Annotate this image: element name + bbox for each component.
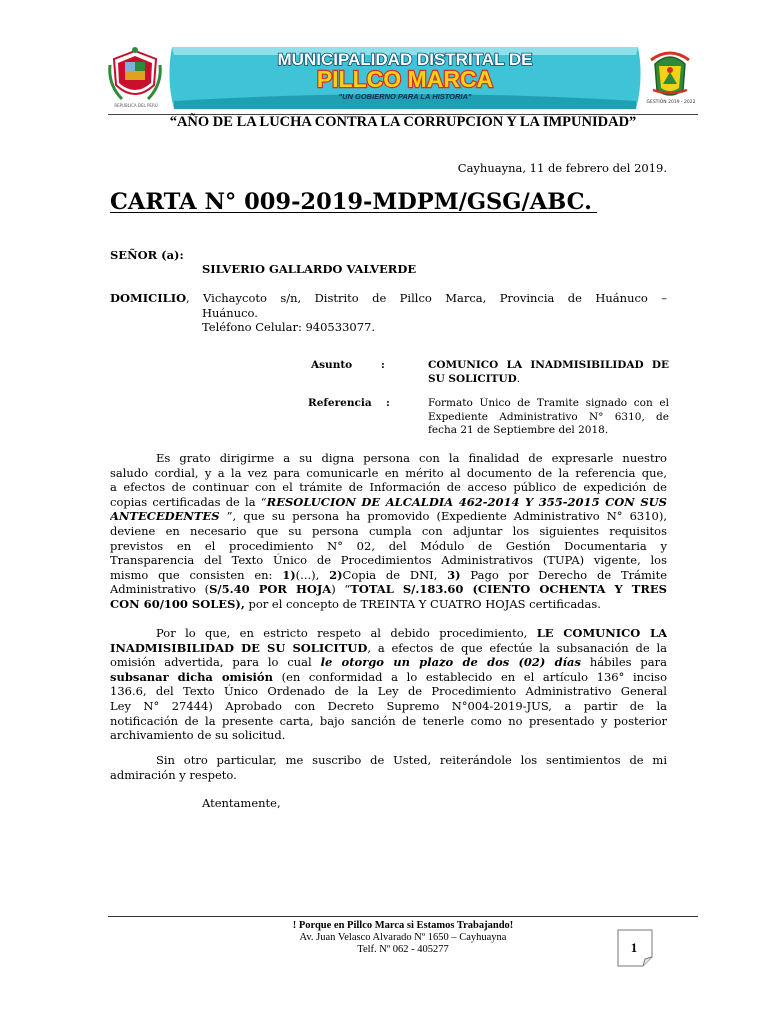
p2-line [110, 626, 667, 641]
p1-req-1: 1) [282, 567, 296, 582]
asunto-line-2-rest: . [516, 372, 521, 385]
asunto-line-2-bold: SU SOLICITUD [428, 372, 517, 385]
p1-line: saludo cordial, y a la vez para comunicarle en mérito al documento de la referencia que, [110, 465, 667, 480]
p1-line [110, 568, 667, 583]
domicilio-label: DOMICILIO [110, 291, 187, 305]
referencia-value [428, 397, 669, 438]
p1-line: previstos en el procedimiento N° 02, del Módulo de Gestión Documentaria y [110, 538, 667, 553]
p2-line: 136.6, del Texto Único Ordenado de la Ley de Procedimiento Administrativo General [110, 684, 667, 699]
referencia-label: Referencia [308, 397, 372, 409]
p1-l10-mid: ) “ [331, 582, 351, 597]
p1-l9-mid2: Copia de DNI, [342, 567, 448, 582]
p2-line: notificación de la presente carta, bajo sanción de tenerle como no presentado y posterior [110, 713, 667, 728]
footer-slogan: ! Porque en Pillco Marca si Estamos Trabajando! [292, 920, 514, 931]
asunto-label: Asunto [311, 359, 353, 371]
p1-line [110, 597, 667, 612]
page-number-box [617, 929, 653, 967]
salutation: SEÑOR (a): [110, 248, 184, 262]
p2-line [110, 655, 667, 670]
p3-line: Sin otro particular, me suscribo de Usted, reiterándole los sentimientos de mi [156, 753, 667, 767]
p1-req-3: 3) [447, 567, 461, 582]
p1-l4-pre: copias certificadas de la “ [110, 494, 267, 509]
referencia-line-1: Formato Único de Tramite signado con el [428, 397, 669, 409]
p1-l5-rest: ”, que su persona ha promovido (Expediente Administrativo N° 6310), [219, 509, 667, 524]
footer-divider [108, 916, 698, 917]
p1-total: TOTAL S/.183.60 (CIENTO OCHENTA Y TRES [350, 582, 667, 597]
asunto-line-1: COMUNICO LA INADMISIBILIDAD DE [428, 359, 669, 371]
p1-l10-pre: Administrativo ( [110, 582, 210, 597]
asunto-colon: : [381, 359, 385, 371]
referencia-colon: : [386, 397, 390, 409]
p2-subsanar: subsanar dicha omisión [110, 669, 273, 684]
domicilio-address [186, 291, 667, 335]
p3-line: admiración y respeto. [110, 767, 237, 782]
p2-l3-rest: hábiles para [580, 655, 667, 670]
p1-resolution-ref: RESOLUCION DE ALCALDIA 462-2014 Y 355-2015 CON SUS [266, 494, 667, 509]
pillco-marca-crest [647, 44, 693, 102]
p1-line: Es grato dirigirme a su digna persona con la finalidad de expresarle nuestro [156, 451, 667, 465]
p1-line [110, 582, 667, 597]
body-paragraph-3 [110, 753, 667, 782]
domicilio-line-2: Huánuco. [202, 305, 258, 320]
p1-line [110, 509, 667, 524]
p1-total-words: CON 60/100 SOLES), [110, 596, 245, 611]
asunto-value [428, 359, 669, 386]
banner-title-line2: PILLCO MARCA [316, 66, 494, 92]
p1-l9-rest: Pago por Derecho de Trámite [460, 567, 667, 582]
page-number: 1 [630, 940, 638, 955]
p1-l9-pre: mismo que consisten en: [110, 567, 283, 582]
p2-deadline: le otorgo un plazo de dos (02) días [320, 655, 581, 670]
p2-l1-bold: LE COMUNICO LA [536, 626, 667, 640]
letter-title: CARTA N° 009-2019-MDPM/GSG/ABC. [110, 189, 624, 215]
seal-caption: REPUBLICA DEL PERÚ [114, 103, 158, 108]
banner-title-line1: MUNICIPALIDAD DISTRITAL DE [277, 50, 533, 69]
p2-l2-rest: , a efectos de que efectúe la subsanación de la [367, 640, 667, 655]
addressee-name: SILVERIO GALLARDO VALVERDE [202, 262, 417, 276]
p2-l1-pre: Por lo que, en estricto respeto al debido procedimiento, [156, 626, 537, 640]
crest-caption: GESTIÓN 2019 - 2022 [646, 100, 696, 105]
domicilio-line-1: , Vichaycoto s/n, Distrito de Pillco Marca, Provincia de Huánuco – [186, 291, 667, 305]
footer-address: Av. Juan Velasco Alvarado Nº 1650 – Cayhuayna [299, 932, 507, 943]
p1-line: deviene en necesario que su persona cumpla con adjuntar los siguientes requisitos [110, 523, 667, 538]
p1-antecedentes: ANTECEDENTES [110, 509, 220, 524]
p1-line: a efectos de continuar con el trámite de Información de acceso público de expedición de [110, 480, 667, 495]
p2-l3-pre: omisión advertida, para lo cual [110, 655, 321, 670]
p1-line: Transparencia del Texto Único de Procedimientos Administrativos (TUPA) vigente, los [110, 553, 667, 568]
referencia-line-3: fecha 21 de Septiembre del 2018. [428, 424, 609, 437]
title-underline [110, 212, 597, 213]
p2-line: Ley N° 27444) Aprobado con Decreto Supremo N°004-2019-JUS, a partir de la [110, 698, 667, 713]
domicilio-phone: Teléfono Celular: 940533077. [202, 320, 375, 335]
footer-phone: Telf. Nº 062 - 405277 [357, 944, 449, 955]
p1-l11-rest: por el concepto de TREINTA Y CUATRO HOJAS certificadas. [244, 596, 601, 611]
asunto-line-2 [428, 373, 669, 387]
p1-price-per-page: S/5.40 POR HOJA [209, 582, 332, 597]
body-paragraph-1 [110, 451, 667, 612]
dateline: Cayhuayna, 11 de febrero del 2019. [457, 161, 667, 175]
peru-coat-of-arms-seal [108, 45, 162, 107]
p2-inadmisibilidad: INADMISIBILIDAD DE SU SOLICITUD [110, 640, 368, 655]
p1-line [110, 495, 667, 510]
p1-req-2: 2) [329, 567, 343, 582]
referencia-line-2: Expediente Administrativo N° 6310, de [428, 410, 669, 423]
banner-slogan: "UN GOBIERNO PARA LA HISTORIA" [338, 92, 472, 101]
p2-line [110, 670, 667, 685]
p2-line: archivamiento de su solicitud. [110, 728, 286, 743]
p2-l4-rest: (en conformidad a lo establecido en el artículo 136° inciso [272, 669, 667, 684]
year-motto: “AÑO DE LA LUCHA CONTRA LA CORRUPCION Y LA IMPUNIDAD” [169, 114, 637, 130]
p2-line [110, 641, 667, 656]
municipality-banner [166, 43, 644, 114]
closing: Atentamente, [202, 796, 281, 810]
p1-l9-mid1: (...), [295, 567, 330, 582]
body-paragraph-2 [110, 626, 667, 743]
